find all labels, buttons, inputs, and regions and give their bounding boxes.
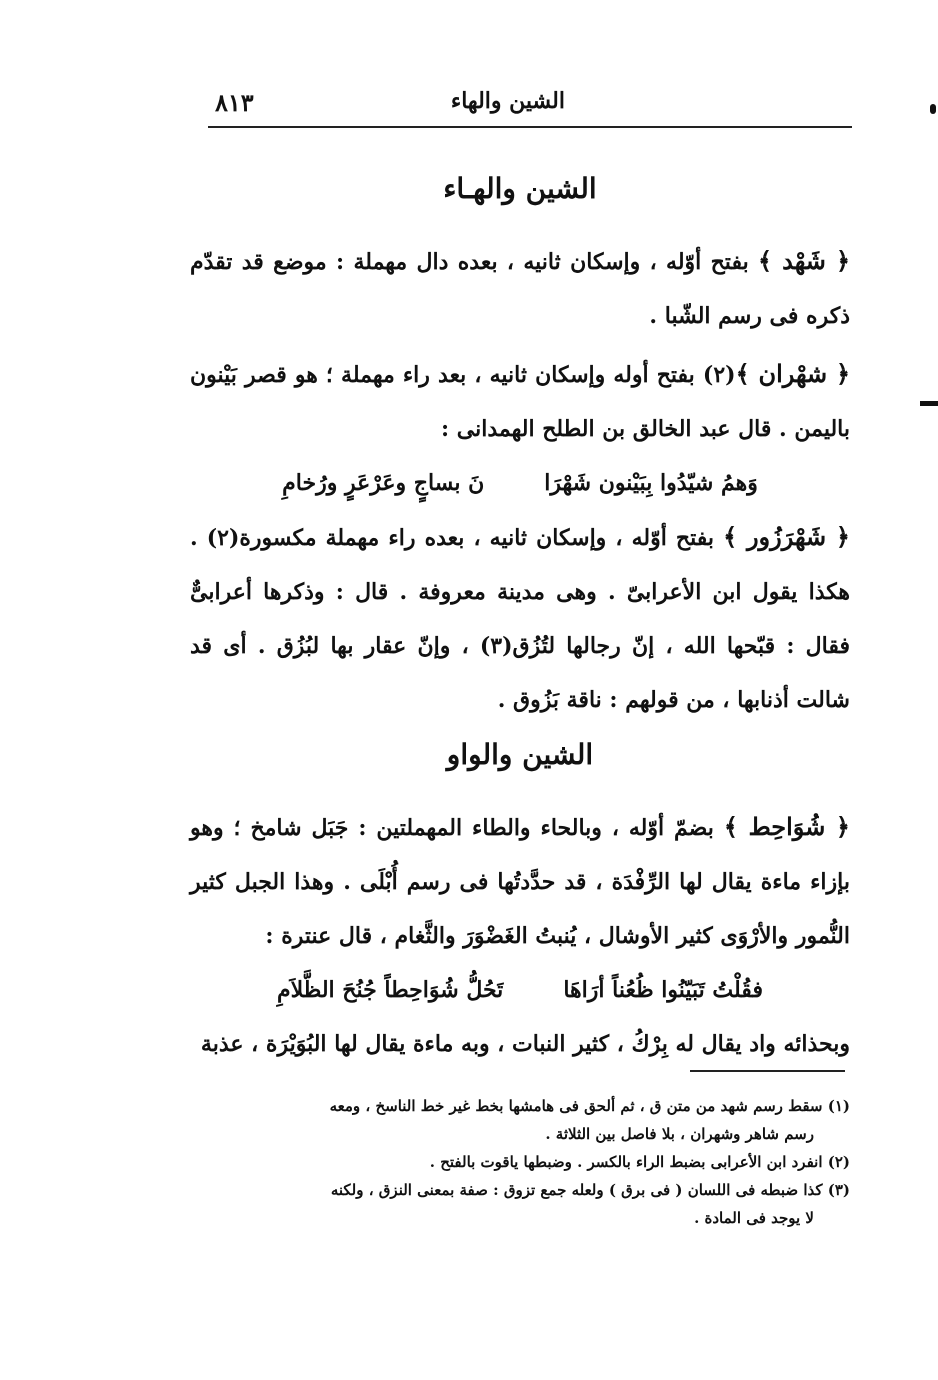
- section-shin-waw-body: [190, 800, 850, 1071]
- headword: ﴿ شَهْرَزُور ﴾: [723, 522, 850, 551]
- footnotes: [190, 1092, 850, 1232]
- footnote-3: (٣) كذا ضبطه فى اللسان ( فى برق ) ولعله جمع تزوق : صفة بمعنى النزق ، ولكنه: [330, 1181, 850, 1199]
- verse-line: [190, 456, 850, 510]
- entry-text: بفتح أوّله ، وإسكان ثانيه ، بعده راء مهملة مكسورة(٢) . هكذا يقول ابن الأعرابىّ . وهى مدينة معروفة . قال : وذكرها أعرابىٌّ فقال : قبّحها الله ، إنّ رجالها لتُزُق(٣) ، وإنّ عقار بها لبُزُق . أى قد شالت أذنابها ، من قولهم : ناقة بَزُوق .: [190, 525, 850, 713]
- entry-text: (٢) بفتح أوله وإسكان ثانيه ، بعد راء مهملة ؛ هو قصر بَيْنون باليمن . قال عبد الخالق بن الطلح الهمدانى :: [190, 362, 850, 442]
- entry-shahrazur: [190, 510, 850, 727]
- headword: ﴿ شُوَاحِط ﴾: [723, 812, 850, 841]
- headword: ﴿ شَهْد ﴾: [758, 246, 851, 275]
- footnote-1-continued: رسم شاهر وشهران ، بلا فاصل بين الثلاثة .: [545, 1125, 814, 1143]
- footnote-rule: [690, 1070, 845, 1072]
- verse-first-hemistich: فقُلْتُ تَبَيّنُوا ظُعُناً أرَاهَا: [563, 977, 763, 1003]
- footnote-2: (٢) انفرد ابن الأعرابى بضبط الراء بالكسر . وضبطها ياقوت بالفتح .: [429, 1153, 850, 1171]
- margin-ink-mark: [930, 104, 936, 114]
- entry-text: بفتح أوّله ، وإسكان ثانيه ، بعده دال مهملة : موضع قد تقدّم ذكره فى رسم الشّبا .: [190, 249, 850, 329]
- footnote-3-continued: لا يوجد فى المادة .: [694, 1209, 814, 1227]
- section-title-shin-waw: الشين والواو: [446, 738, 594, 771]
- entry-text: بضمّ أوّله ، وبالحاء والطاء المهملتين : جَبَل شامخ ؛ وهو بإزاء ماءة يقال لها الرِّفْدَة ، قد حدَّدتُها فى رسم أُبْلَى . وهذا الجبل كثير النُّمور والأرْوَى كثير الأوشال ، يُنبتُ الغَضْوَرَ والثَّغام ، قال عنترة :: [190, 815, 850, 949]
- entry-shahran: [190, 347, 850, 456]
- section-shin-ha-body: [190, 234, 850, 727]
- running-title: الشين والهاء: [450, 88, 565, 114]
- entry-continuation: وبحذائه واد يقال له بِرْكُ ، كثير النبات ، وبه ماءة يقال لها البُوَيْرَة ، عذبة: [200, 1031, 850, 1057]
- running-header: [205, 88, 855, 126]
- margin-ink-mark: [920, 401, 938, 406]
- verse-line: [190, 963, 850, 1017]
- headword: ﴿ شهْران ﴾: [735, 359, 851, 388]
- footnote-1: (١) سقط رسم شهد من متن ق ، ثم ألحق فى هامشها بخط غير خط الناسخ ، ومعه: [329, 1097, 850, 1115]
- entry-shahd: [190, 234, 850, 343]
- verse-second-hemistich: تَحُلُّ شُوَاحِطاً جُنُحَ الظَّلاَمِ: [277, 977, 504, 1003]
- verse-second-hemistich: نَ بساجٍ وعَرْعَرٍ ورُخامِ: [282, 470, 485, 496]
- header-rule: [208, 126, 852, 128]
- page-number: ٨١٣: [215, 88, 254, 117]
- verse-first-hemistich: وَهمُ شيّدُوا بِبَيْنون شَهْرَا: [544, 470, 758, 496]
- section-title-shin-ha: الشين والهـاء: [443, 172, 597, 205]
- entry-shuwahit: [190, 800, 850, 963]
